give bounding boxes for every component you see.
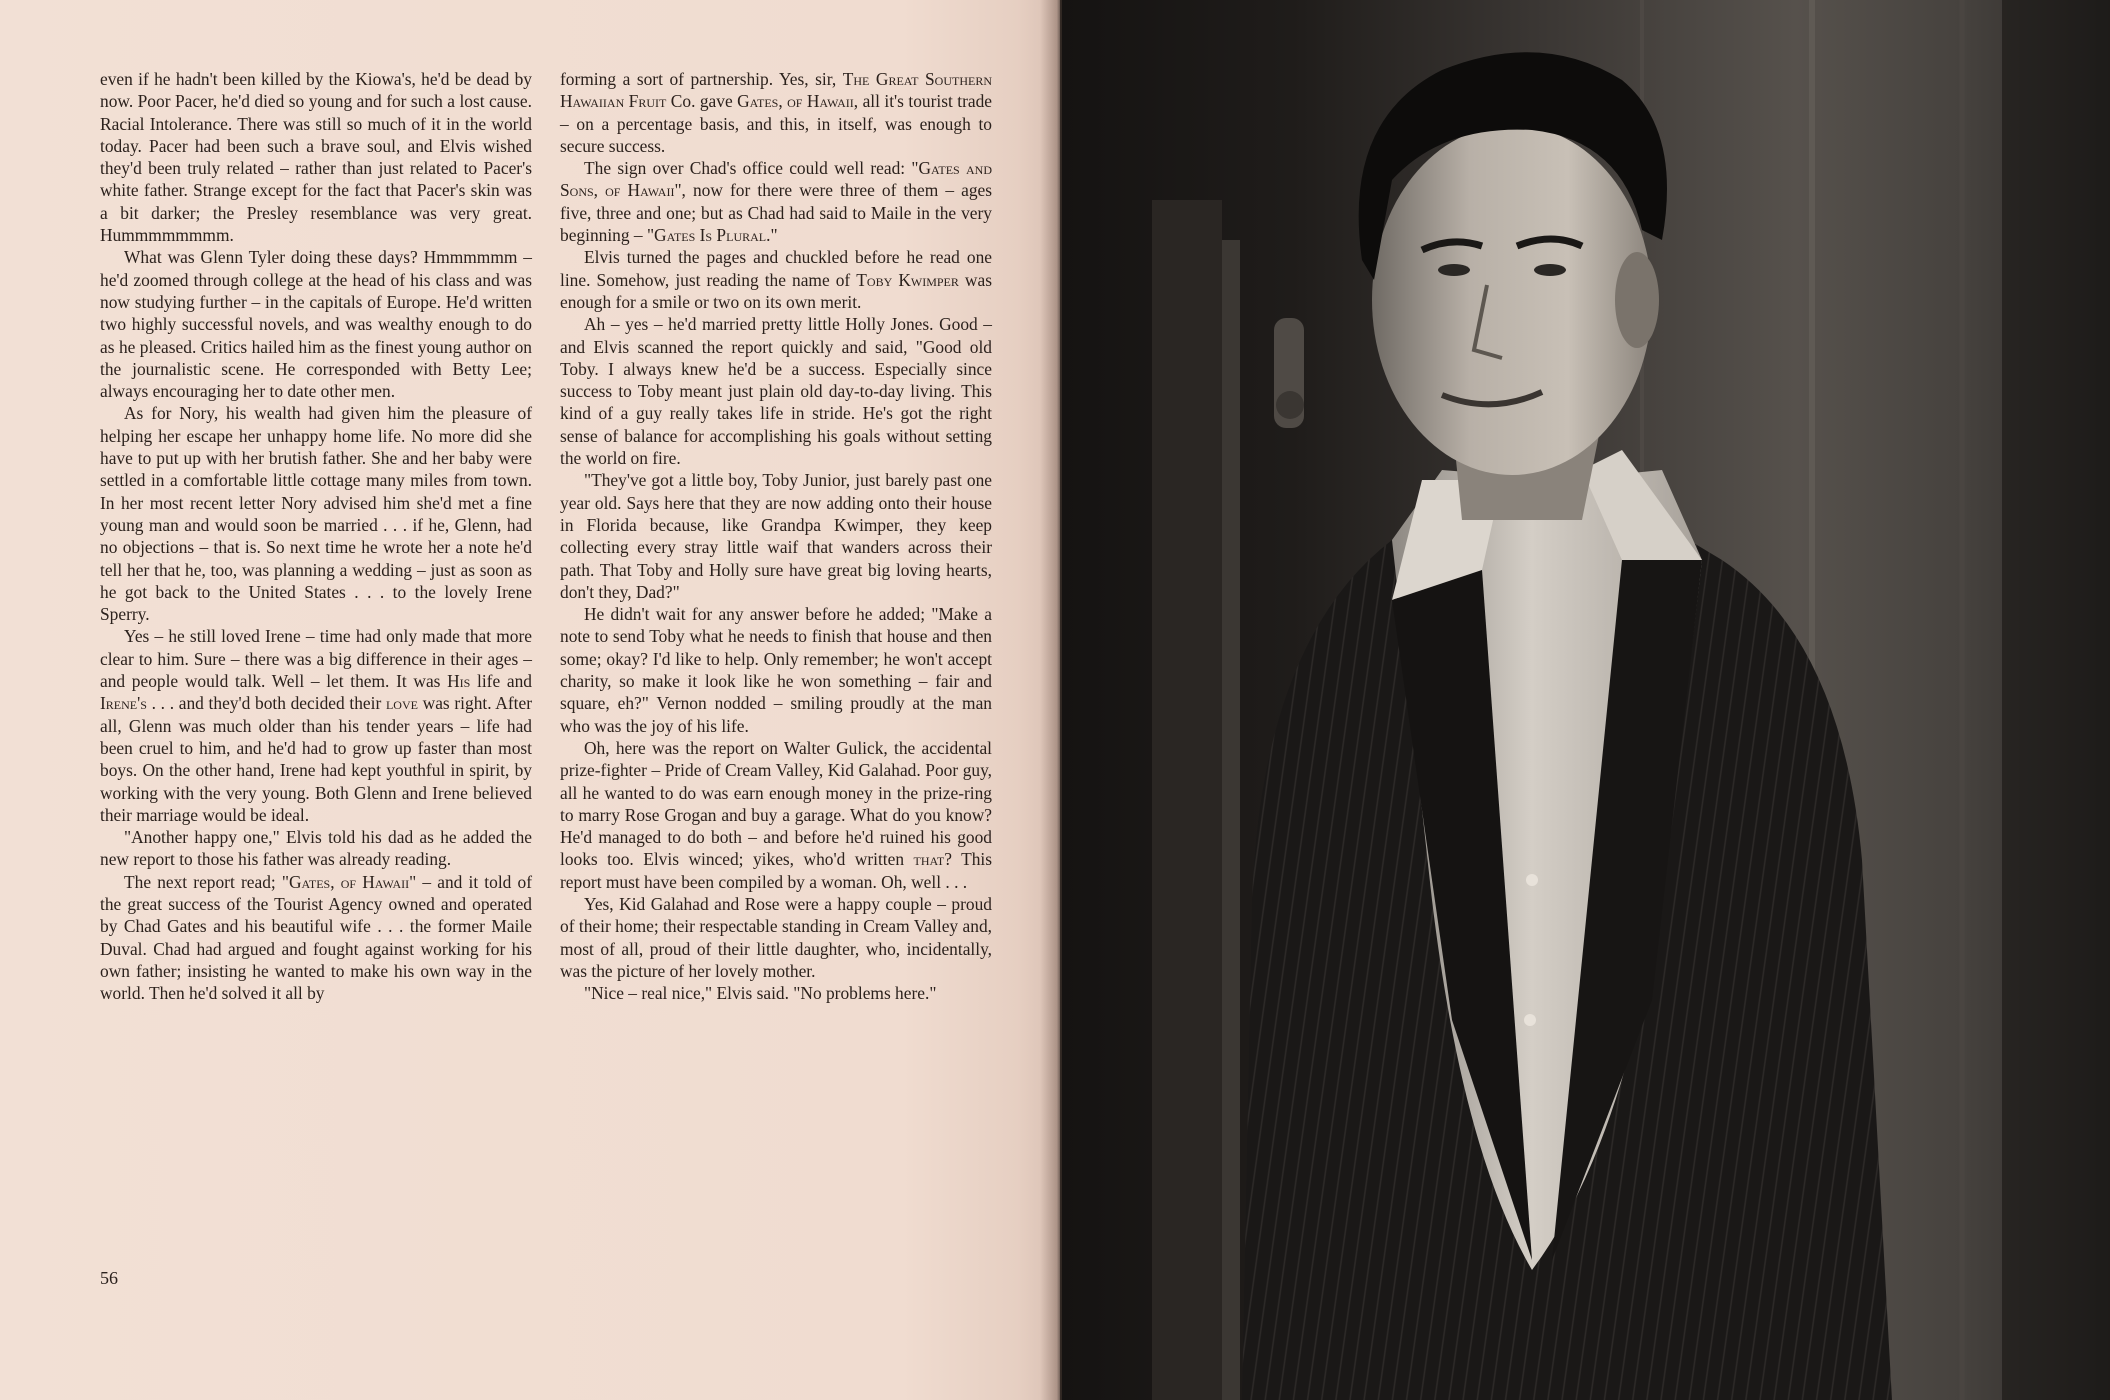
text-run: was right. After all, Glenn was much older than his tender years – life had been cruel to him, and he'd had to grow up faster than most boys. On the other hand, Irene had kept youthful in spirit, by working with the very young. Both Glenn and Irene believed their marriage would be ideal. — [100, 693, 532, 825]
text-run: " – and it told of the great success of the Tourist Agency owned and operated by Chad Gates and his beautiful wife . . . the former Maile Duval. Chad had argued and fought against working for his own father; insisting he wanted to make his own way in the world. Then he'd solved it all by — [100, 871, 532, 1004]
text-run: , all it's tourist trade – on a percentage basis, and this, in itself, was enough to secure success. — [560, 91, 992, 156]
paragraph — [560, 982, 992, 1004]
right-page — [1062, 0, 2110, 1400]
paragraph — [560, 737, 992, 893]
page-number: 56 — [100, 1268, 118, 1288]
text-run: even if he hadn't been killed by the Kiowa's, he'd be dead by now. Poor Pacer, he'd died so young and for such a lost cause. Racial Intolerance. There was still so much of it in the world today. Pacer had been such a brave soul, and Elvis wished they'd been truly related – rather than just related to Pacer's white father. Strange except for the fact that Pacer's skin was a bit darker; the Presley resemblance was very great. Hummmmmmmm. — [100, 69, 532, 246]
text-run: What was Glenn Tyler doing these days? Hmmmmmm – he'd zoomed through college at the head of his class and was now studying further – in the capitals of Europe. He'd written two highly successful novels, and was wealthy enough to do as he pleased. Critics hailed him as the finest young author on the journalistic scene. He corresponded with Betty Lee; always encouraging her to date other men. — [100, 247, 532, 402]
small-caps-text: The Great Southern Hawaiian Fruit — [560, 69, 992, 112]
paragraph — [100, 68, 532, 246]
small-caps-text: love — [385, 693, 418, 714]
paragraph — [560, 469, 992, 603]
portrait-photo-icon — [1062, 0, 2110, 1400]
text-run: ", now for there were three of them – ages five, three and one; but as Chad had said to Maile in the very beginning – " — [560, 180, 992, 246]
small-caps-text: that — [913, 849, 945, 870]
paragraph — [100, 246, 532, 402]
paragraph — [560, 157, 992, 246]
text-run: life and — [470, 671, 532, 692]
paragraph — [560, 893, 992, 982]
small-caps-text: Gates and Sons, of Hawaii — [560, 158, 992, 201]
text-run: He didn't wait for any answer before he added; "Make a note to send Toby what he needs to finish that house and then some; okay? I'd like to help. Only remember; he won't accept charity, so make it look like he won something – fair and square, eh?" Vernon nodded – smiling proudly at the man who was the joy of his life. — [560, 604, 992, 736]
paragraph — [100, 871, 532, 1005]
text-run: Ah – yes – he'd married pretty little Holly Jones. Good – and Elvis scanned the report quickly and said, "Good old Toby. I always knew he'd be a success. Especially since success to Toby meant just plain old day-to-day living. This kind of a guy really takes life in stride. He's got the right sense of balance for accomplishing his goals without setting the world on fire. — [560, 314, 992, 469]
paragraph — [100, 826, 532, 871]
text-run: The next report read; " — [124, 871, 289, 892]
small-caps-text: His — [447, 671, 471, 692]
text-run: "They've got a little boy, Toby Junior, just barely past one year old. Says here that they are now adding onto their house in Florida because, like Grandpa Kwimper, they keep collecting every stray little waif that wanders across their path. That Toby and Holly sure have great big loving hearts, don't they, Dad?" — [560, 470, 992, 602]
text-run: The sign over Chad's office could well read: " — [584, 158, 919, 179]
text-run: was enough for a smile or two on its own merit. — [560, 269, 992, 312]
small-caps-text: Gates, of Hawaii — [288, 871, 410, 892]
text-run: Yes, Kid Galahad and Rose were a happy couple – proud of their home; their respectable standing in Cream Valley and, most of all, proud of their little daughter, who, incidentally, was the picture of her lovely mother. — [560, 893, 992, 981]
text-run: Oh, here was the report on Walter Gulick, the accidental prize-fighter – Pride of Cream Valley, Kid Galahad. Poor guy, all he wanted to do was earn enough money in the prize-ring to marry Rose Grogan and buy a garage. What do you know? He'd managed to do both – and before he'd ruined his good looks too. Elvis winced; yikes, who'd written — [560, 737, 992, 870]
text-run: As for Nory, his wealth had given him the pleasure of helping her escape her unhappy home life. No more did she have to put up with her brutish father. She and her baby were settled in a comfortable little cottage many miles from town. In her most recent letter Nory advised him she'd met a fine young man and would soon be married . . . if he, Glenn, had no objections – that is. So next time he wrote her a note he'd tell her that he, too, was planning a wedding – just as soon as he got back to the United States . . . to the lovely Irene Sperry. — [100, 403, 532, 625]
paragraph — [560, 603, 992, 737]
text-run: forming a sort of partnership. Yes, sir, — [560, 69, 843, 89]
small-caps-text: Irene's — [100, 693, 147, 714]
text-run: ? This report must have been compiled by a woman. Oh, well . . . — [560, 849, 992, 892]
text-column-1 — [100, 68, 532, 1004]
text-run: "Nice – real nice," Elvis said. "No problems here." — [584, 983, 937, 1004]
small-caps-text: Gates Is Plural. — [654, 225, 771, 246]
paragraph — [560, 246, 992, 313]
text-run: Co. gave — [666, 91, 738, 112]
text-run: . . . and they'd both decided their — [146, 693, 386, 714]
page-gutter — [1040, 0, 1064, 1400]
paragraph — [560, 313, 992, 469]
small-caps-text: Toby Kwimper — [856, 269, 959, 290]
text-run: " — [770, 225, 778, 246]
small-caps-text: Gates, of Hawaii — [737, 91, 854, 112]
text-run: Elvis turned the pages and chuckled before he read one line. Somehow, just reading the name of — [560, 247, 992, 290]
paragraph — [100, 625, 532, 826]
text-column-2 — [560, 68, 992, 1004]
text-run: "Another happy one," Elvis told his dad as he added the new report to those his father was already reading. — [100, 827, 532, 870]
paragraph — [560, 68, 992, 157]
paragraph — [100, 402, 532, 625]
text-run: Yes – he still loved Irene – time had only made that more clear to him. Sure – there was a big difference in their ages – and people would talk. Well – let them. It was — [100, 626, 532, 692]
